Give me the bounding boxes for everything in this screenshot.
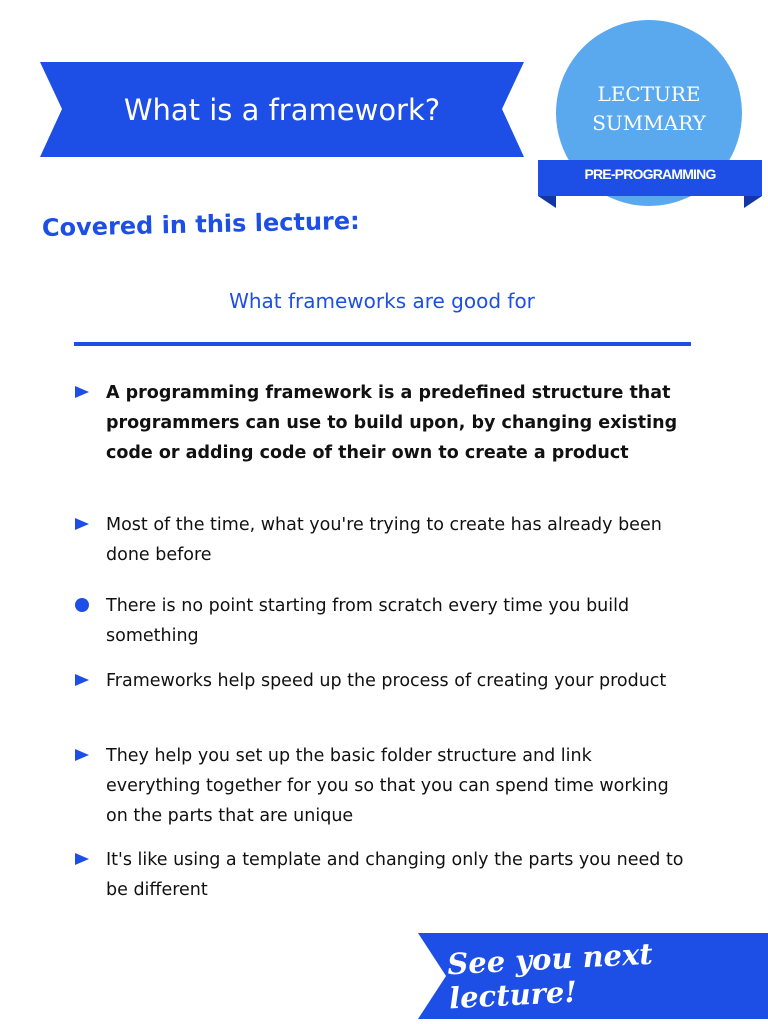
arrow-bullet-icon (73, 383, 91, 401)
bullet-text: Most of the time, what you're trying to create has already been done before (106, 515, 662, 565)
arrow-bullet-icon (73, 671, 91, 689)
divider (74, 342, 691, 346)
section-heading: Covered in this lecture: (41, 206, 361, 242)
bullet-text: Frameworks help speed up the process of creating your product (106, 671, 667, 691)
badge-line-2: SUMMARY (592, 111, 706, 135)
badge-line-1: LECTURE (597, 82, 701, 106)
badge-ribbon-label: PRE-PROGRAMMING (584, 166, 716, 182)
title-banner (40, 62, 524, 157)
badge-text (556, 80, 742, 138)
section-subtitle: What frameworks are good for (229, 289, 535, 313)
bullet-text: It's like using a template and changing only the parts you need to be different (106, 850, 684, 900)
dot-bullet-icon (73, 596, 91, 614)
footer-text: See you next lecture! (446, 936, 654, 1016)
bullet-text: There is no point starting from scratch every time you build something (106, 596, 630, 646)
page-title: What is a framework? (123, 92, 441, 127)
bullet-text: A programming framework is a predefined structure that programmers can use to build upon, by changing existing code or adding code of their own to create a product (106, 383, 678, 463)
arrow-bullet-icon (73, 850, 91, 868)
arrow-bullet-icon (73, 746, 91, 764)
footer-banner (418, 933, 768, 1019)
bullet-text: They help you set up the basic folder structure and link everything together for you so that you can spend time working on the parts that are unique (106, 746, 669, 826)
arrow-bullet-icon (73, 515, 91, 533)
badge-ribbon (538, 160, 762, 210)
